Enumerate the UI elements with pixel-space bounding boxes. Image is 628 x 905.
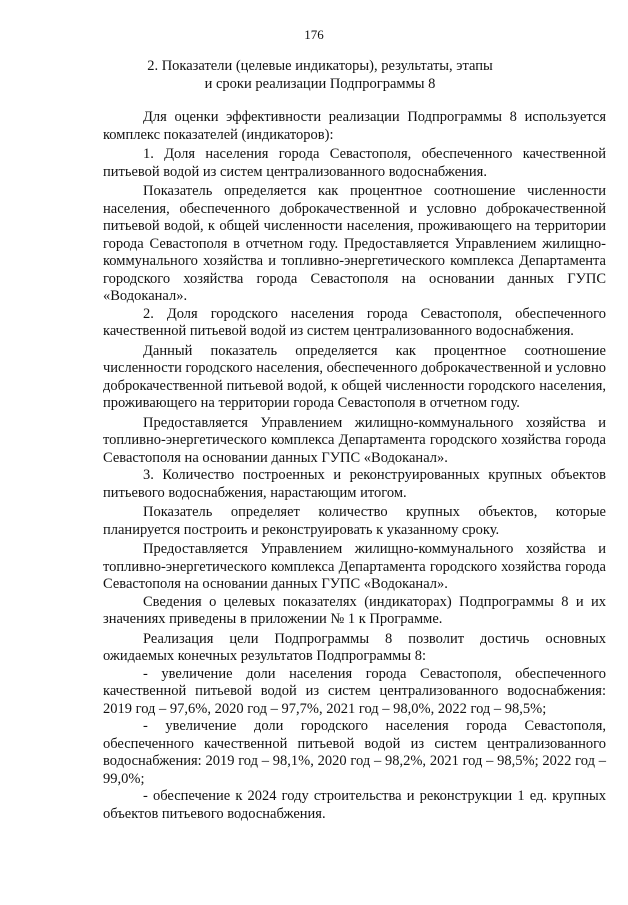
list-item: - обеспечение к 2024 году строительства и реконструкции 1 ед. крупных объектов питьевого водоснабжения. — [103, 788, 606, 822]
section-heading — [100, 57, 540, 93]
list-item: - увеличение доли населения города Севастополя, обеспеченного качественной питьевой водой из систем централизованного водоснабжения: 2019 год – 97,6%, 2020 год – 97,7%, 2021 год – 98,0%, 2022 год – 98,5%; — [103, 665, 606, 717]
paragraph: 2. Доля городского населения города Севастополя, обеспеченного качественной питьевой водой из систем централизованного водоснабжения. — [103, 305, 606, 339]
heading-line-1: 2. Показатели (целевые индикаторы), результаты, этапы — [147, 58, 493, 74]
paragraph: 3. Количество построенных и реконструированных крупных объектов питьевого водоснабжения, нарастающим итогом. — [103, 467, 606, 501]
paragraph: Сведения о целевых показателях (индикаторах) Подпрограммы 8 и их значениях приведены в приложении № 1 к Программе. — [103, 593, 606, 627]
paragraph: Данный показатель определяется как процентное соотношение численности городского населения, обеспеченного доброкачественной и условно доброкачественной питьевой водой, к общей численности городского населения, проживающего на территории города Севастополя в отчетном году. — [103, 342, 606, 411]
body-text — [103, 109, 606, 823]
paragraph: 1. Доля населения города Севастополя, обеспеченного качественной питьевой водой из систем централизованного водоснабжения. — [103, 146, 606, 180]
heading-line-2: и сроки реализации Подпрограммы 8 — [204, 76, 436, 92]
paragraph: Предоставляется Управлением жилищно-коммунального хозяйства и топливно-энергетического комплекса Департамента городского хозяйства города Севастополя на основании данных ГУПС «Водоканал». — [103, 414, 606, 466]
paragraph: Предоставляется Управлением жилищно-коммунального хозяйства и топливно-энергетического комплекса Департамента городского хозяйства города Севастополя на основании данных ГУПС «Водоканал». — [103, 541, 606, 592]
paragraph: Показатель определяется как процентное соотношение численности населения, обеспеченного доброкачественной и условно доброкачественной питьевой водой, к общей численности населения, проживающего на территории города Севастополя в отчетном году. Предоставляется Управлением жилищно-коммунального хозяйства и топливно-энергетического комплекса Департамента городского хозяйства города Севастополя на основании данных ГУПС «Водоканал». — [103, 183, 606, 304]
paragraph: Реализация цели Подпрограммы 8 позволит достичь основных ожидаемых конечных результатов Подпрограммы 8: — [103, 630, 606, 664]
paragraph: Для оценки эффективности реализации Подпрограммы 8 используется комплекс показателей (индикаторов): — [103, 109, 606, 143]
page-number: 176 — [304, 27, 324, 42]
list-item: - увеличение доли городского населения города Севастополя, обеспеченного качественной питьевой водой из систем централизованного водоснабжения: 2019 год – 98,1%, 2020 год – 98,2%, 2021 год – 98,5%; 2022 год – 99,0%; — [103, 718, 606, 787]
paragraph: Показатель определяет количество крупных объектов, которые планируется построить и реконструировать к указанному сроку. — [103, 504, 606, 538]
